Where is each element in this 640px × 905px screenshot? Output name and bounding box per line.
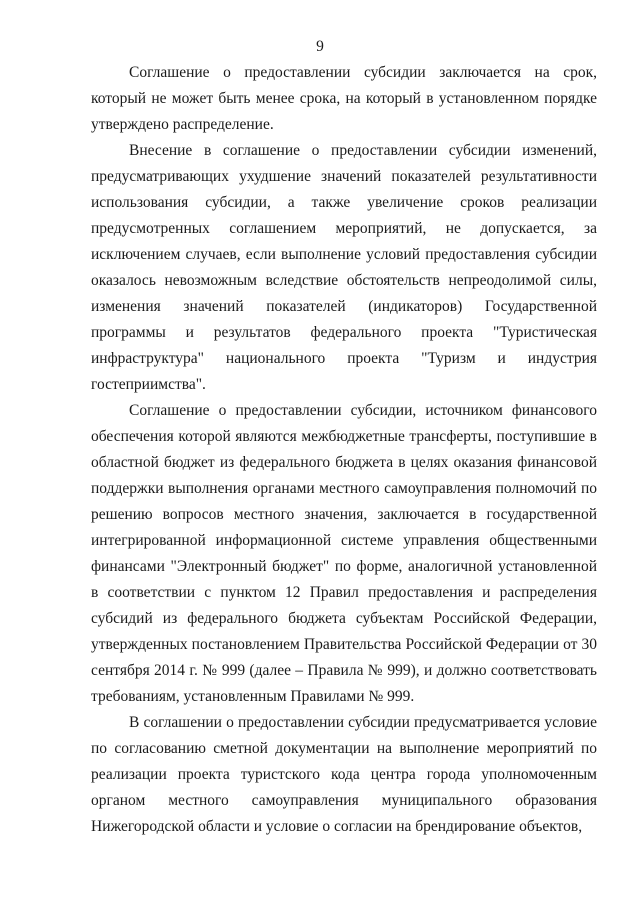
paragraph-electronic-budget: Соглашение о предоставлении субсидии, источником финансового обеспечения которой являются межбюджетные трансферты, поступившие в областной бюджет из федерального бюджета в целях оказания финансовой поддержки выполнения органами местного самоуправления полномочий по решению вопросов местного значения, заключается в государственной интегрированной информационной системе управления общественными финансами "Электронный бюджет" по форме, аналогичной установленной в соответствии с пунктом 12 Правил предоставления и распределения субсидий из федерального бюджета субъектам Российской Федерации, утвержденных постановлением Правительства Российской Федерации от 30 сентября 2014 г. № 999 (далее – Правила № 999), и должно соответствовать требованиям, установленным Правилами № 999. [91, 402, 597, 705]
page-number: 9 [316, 38, 324, 55]
document-body [91, 60, 597, 840]
paragraph-estimate-approval: В соглашении о предоставлении субсидии предусматривается условие по согласованию сметной документации на выполнение мероприятий по реализации проекта туристского кода центра города уполномоченным органом местного самоуправления муниципального образования Нижегородской области и условие о согласии на брендирование объектов, [91, 714, 597, 835]
paragraph-agreement-changes: Внесение в соглашение о предоставлении субсидии изменений, предусматривающих ухудшение значений показателей результативности использования субсидии, а также увеличение сроков реализации предусмотренных соглашением мероприятий, не допускается, за исключением случаев, если выполнение условий предоставления субсидии оказалось невозможным вследствие обстоятельств непреодолимой силы, изменения значений показателей (индикаторов) Государственной программы и результатов федерального проекта "Туристическая инфраструктура" национального проекта "Туризм и индустрия гостеприимства". [91, 142, 597, 393]
paragraph-agreement-term: Соглашение о предоставлении субсидии заключается на срок, который не может быть менее срока, на который в установленном порядке утверждено распределение. [91, 64, 597, 133]
